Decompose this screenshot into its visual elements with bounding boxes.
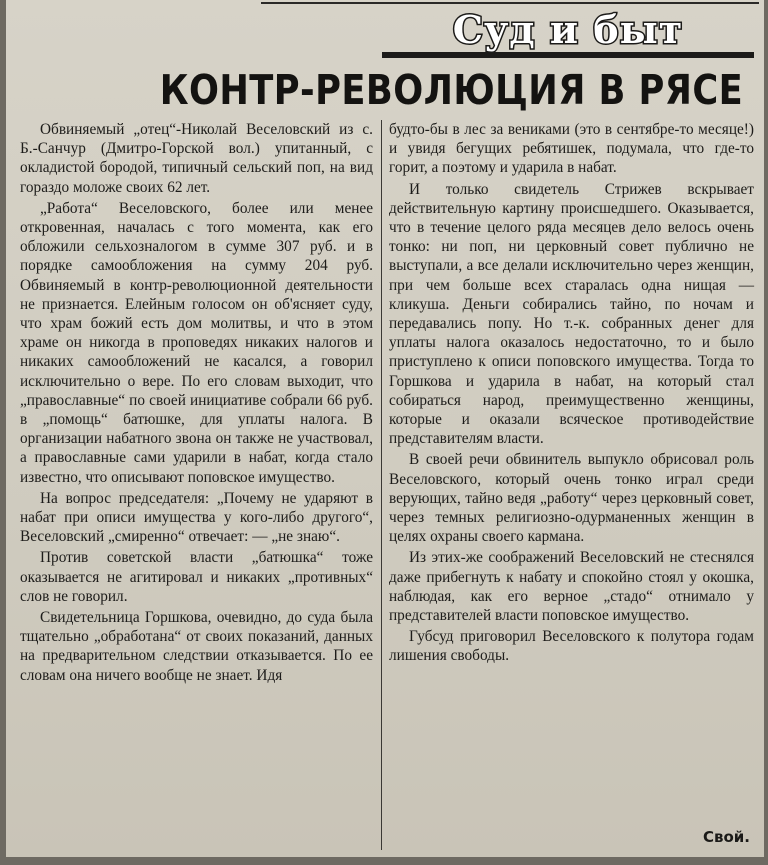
author-signature: Свой. xyxy=(702,828,750,846)
article-column-left xyxy=(20,120,373,820)
top-rule xyxy=(261,2,759,4)
paragraph: На вопрос председателя: „Почему не ударяют в набат при описи имущества у кого-либо другого“, Веселовский „смиренно“ отвечает: — „не знаю“. xyxy=(20,489,373,546)
article-column-right xyxy=(389,120,754,830)
paragraph: будто-бы в лес за вениками (это в сентябре-то месяце!) и увидя бегущих ребятишек, подумала, что где-то горит, а поэтому и ударила в набат. xyxy=(389,121,754,177)
article-headline: КОНТР-РЕВОЛЮЦИЯ В РЯСЕ xyxy=(159,66,744,114)
section-rubric: Суд и быт xyxy=(452,7,684,52)
rubric-underline xyxy=(382,52,754,58)
paragraph: Свидетельница Горшкова, очевидно, до суда была тщательно „обработана“ от своих показаний, данных на предварительном следствии отказывается. По ее словам она ничего вообще не знает. Идя xyxy=(20,609,373,684)
paragraph: Губсуд приговорил Веселовского к полутора годам лишения свободы. xyxy=(389,628,754,665)
paragraph: И только свидетель Стрижев вскрывает действительную картину происшедшего. Оказывается, что в течение целого ряда месяцев дело велось очень тонко: ни поп, ни церковный совет публично не выступали, а все делали исключительно через женщин, при чем больше всех старалась одна нищая — кликуша. Деньги собирались тайно, по ночам и передавались попу. Но т.-к. собранных денег для уплаты налога оказалось недостаточно, то и было приступлено к описи поповского имущества. Тогда то Горшкова и ударила в набат, на который стал собираться народ, преимущественно женщины, которые и оказали всяческое противодействие представителям власти. xyxy=(389,180,754,448)
paragraph: Из этих-же соображений Веселовский не стеснялся даже прибегнуть к набату и спокойно стоял у окошка, наблюдая, как его верное „стадо“ отнимало у представителей власти поповское имущество. xyxy=(389,549,754,625)
paragraph: Против советской власти „батюшка“ тоже оказывается не агитировал и никаких „противных“ слов не говорил. xyxy=(20,549,373,605)
column-divider xyxy=(381,120,382,850)
paragraph: „Работа“ Веселовского, более или менее откровенная, началась с того момента, как его обложили сельхозналогом в сумме 307 руб. и в порядке самообложения на сумму 204 руб. Обвиняемый в контр-революционной деятельности не признается. Елейным голосом он об'ясняет суду, что храм божий есть дом молитвы, и что в этом храме он никогда в проповедях никаких налогов и никаких самообложений не касался, а говорил исключительно о вере. По его словам выходит, что „православные“ по своей инициативе собрали 66 руб. в „помощь“ батюшке, для уплаты налога. В организации набатного звона он также не участвовал, а православные сами ударили в набат, когда стало известно, что описывают поповское имущество. xyxy=(20,199,373,486)
newspaper-clipping xyxy=(6,0,764,857)
paragraph: В своей речи обвинитель выпукло обрисовал роль Веселовского, который очень тонко играл среди верующих, тайно ведя „работу“ через церковный совет, через темных религиозно-одурманенных женщин в целях охраны своего кармана. xyxy=(389,451,754,546)
paragraph: Обвиняемый „отец“-Николай Веселовский из с. Б.-Санчур (Дмитро-Горской вол.) упитанный, с окладистой бородой, типичный сельский поп, на вид гораздо моложе своих 62 лет. xyxy=(20,121,373,196)
